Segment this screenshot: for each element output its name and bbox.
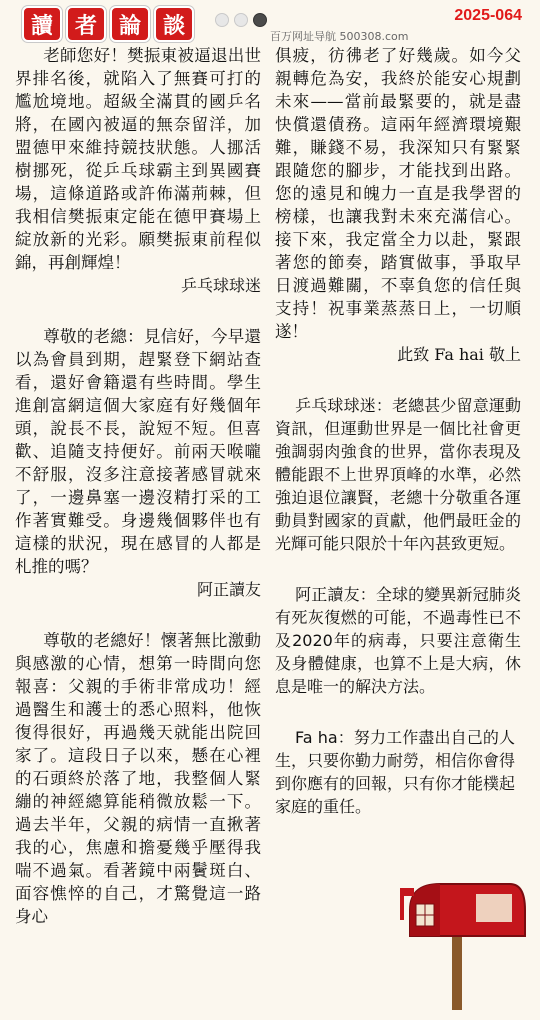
dot-icon (234, 13, 248, 27)
letter-text: 老師您好！樊振東被逼退出世界排名後，就陷入了無賽可打的尷尬境地。超級全滿貫的國乒名將，在國內被逼的無奈留洋，加盟德甲來維持競技狀態。人挪活樹挪死，從乒乓球霸主到異國賽場，這條道路或許佈滿荊棘，但我相信樊振東定能在德甲賽場上綻放新的光彩。願樊振東前程似錦，再創輝煌！ (15, 46, 261, 272)
dot-icon (215, 13, 229, 27)
signature: 此致 Fa hai 敬上 (397, 345, 521, 364)
title-char-3: 論 (110, 6, 150, 42)
letter-text: 尊敬的老總：見信好，今早還以為會員到期，趕緊登下網站查看，還好會籍還有些時間。學生進創富網這個大家庭有好幾個年頭，說長不長，說短不短。但喜歡、追隨支持便好。前兩天喉嚨不舒服，沒多注意接著感冒就來了，一邊鼻塞一邊沒精打采的工作著實難受。身邊幾個夥伴也有這樣的狀況，現在感冒的人都是札推的嗎？ (15, 327, 261, 576)
title-char-2: 者 (66, 6, 106, 42)
reply (275, 583, 521, 698)
subheader (0, 28, 540, 44)
letter-continued: 俱疲，彷彿老了好幾歲。如今父親轉危為安，我終於能安心規劃未來——當前最緊要的，就是盡快償還債務。這兩年經濟環境艱難，賺錢不易，我深知只有緊緊跟隨您的腳步，才能找到出路。您的遠見和魄力一直是我學習的榜樣，也讓我對未來充滿信心。接下來，我定當全力以赴，緊跟著您的節奏，踏實做事，爭取早日渡過難關，不辜負您的信任與支持！祝事業蒸蒸日上，一切順遂！ (275, 46, 521, 341)
letter (15, 44, 261, 274)
reply (275, 394, 521, 555)
right-column (275, 44, 521, 818)
letter (15, 325, 261, 578)
left-column (15, 44, 261, 928)
decor-dots (215, 13, 267, 27)
subheader-text: 百万网址导航 500308.com (270, 30, 409, 43)
title-char-4: 談 (154, 6, 194, 42)
reply-text: 乒乓球球迷：老總甚少留意運動資訊，但運動世界是一個比社會更強調弱肉強食的世界，當你表現及體能跟不上世界頂峰的水準，必然強迫退位讓賢，老總十分敬重各運動員對國家的貢獻，他們最旺金的光輝可能只限於十年內甚致更短。 (275, 396, 521, 553)
reply (275, 726, 515, 818)
letter-text: 尊敬的老總好！懷著無比激動與感激的心情，想第一時間向您報喜：父親的手術非常成功！經過醫生和護士的悉心照料，他恢復得很好，再過幾天就能出院回家了。這段日子以來，懸在心裡的石頭終於落了地，我整個人緊繃的神經總算能稍微放鬆一下。過去半年，父親的病情一直揪著我的心，焦慮和擔憂幾乎壓得我喘不過氣。看著鏡中兩鬢斑白、面容憔悴的自己，才驚覺這一路身心 (15, 631, 261, 926)
reply-text: Fa ha：努力工作盡出自己的人生，只要你勤力耐勞，相信你會得到你應有的回報，只有你才能樸起家庭的重任。 (275, 728, 516, 816)
mailbox-icon (390, 870, 530, 1010)
issue-number: 2025-064 (454, 7, 522, 24)
title-char-1: 讀 (22, 6, 62, 42)
signature: 乒乓球球迷 (180, 276, 261, 295)
dot-icon (253, 13, 267, 27)
signature: 阿正讀友 (196, 580, 261, 599)
reply-text: 阿正讀友：全球的變異新冠肺炎有死灰復燃的可能，不過毒性已不及2020年的病毒，只要注意衛生及身體健康，也算不上是大病，休息是唯一的解決方法。 (275, 585, 521, 696)
letter (15, 629, 261, 928)
header (0, 0, 540, 44)
